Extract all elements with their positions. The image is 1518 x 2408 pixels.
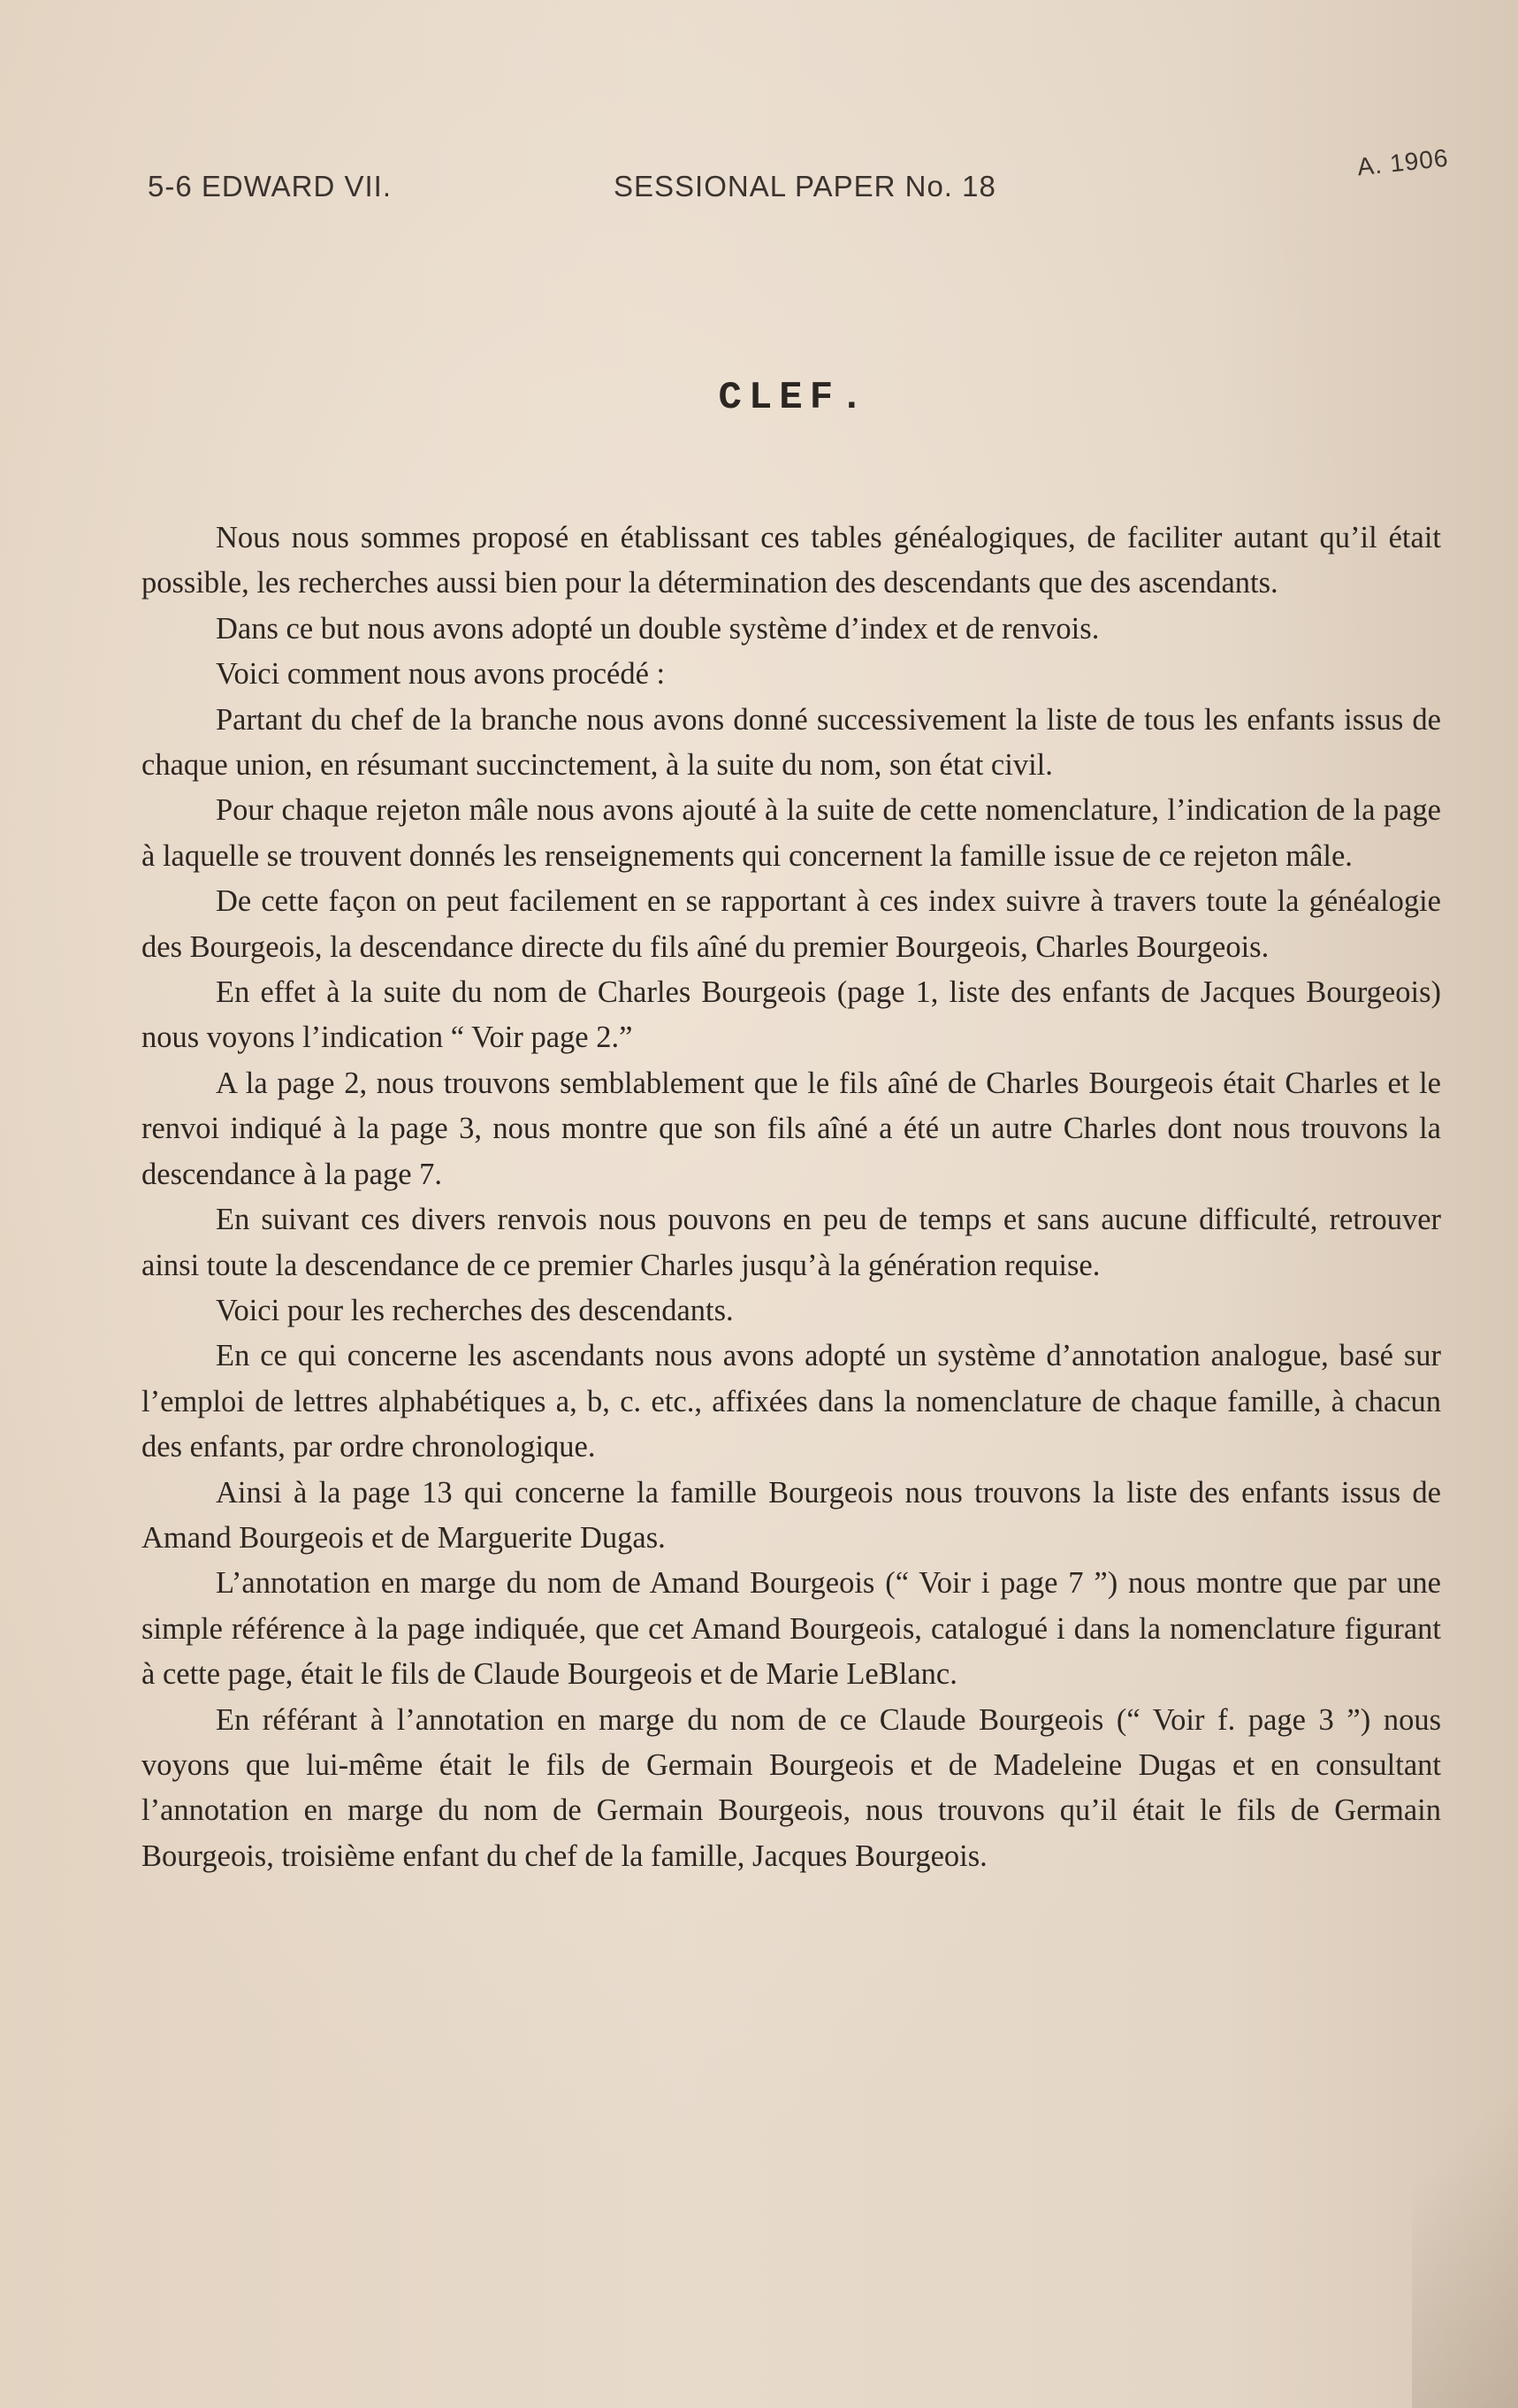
header-volume: 5-6 EDWARD VII. [148,170,392,203]
paragraph: De cette façon on peut facilement en se rapportant à ces index suivre à travers toute la généalogie des Bourgeois, la descendance directe du fils aîné du premier Bourgeois, Charles Bourgeois. [141,884,1441,964]
paragraph: En effet à la suite du nom de Charles Bourgeois (page 1, liste des enfants de Jacques Bourgeois) nous voyons l’indication “ Voir page 2.” [141,975,1441,1055]
paragraph: Voici comment nous avons procédé : [216,657,666,692]
paragraph: En référant à l’annotation en marge du nom de ce Claude Bourgeois (“ Voir f. page 3 ”) nous voyons que lui-même était le fils de Germain Bourgeois et de Madeleine Dugas et en consultant l’annotation en marge du nom de Germain Bourgeois, nous trouvons qu’il était le fils de Germain Bourgeois, troisième enfant du chef de la famille, Jacques Bourgeois. [141,1702,1441,1873]
paragraph: L’annotation en marge du nom de Amand Bourgeois (“ Voir i page 7 ”) nous montre que par une simple référence à la page indiquée, que cet Amand Bourgeois, catalogué i dans la nomenclature figurant à cette page, était le fils de Claude Bourgeois et de Marie LeBlanc. [141,1566,1441,1692]
paragraph: Dans ce but nous avons adopté un double système d’index et de renvois. [216,611,1100,646]
header-sessional-paper: SESSIONAL PAPER No. 18 [614,170,996,203]
page-title: CLEF. [718,376,871,420]
paragraph: Partant du chef de la branche nous avons donné successivement la liste de tous les enfants issus de chaque union, en résumant succinctement, à la suite du nom, son état civil. [141,702,1441,783]
paragraph: En ce qui concerne les ascendants nous avons adopté un système d’annotation analogue, basé sur l’emploi de lettres alphabétiques a, b, c. etc., affixées dans la nomenclature de chaque famille, à chacun des enfants, par ordre chronologique. [141,1339,1441,1464]
paragraph: En suivant ces divers renvois nous pouvons en peu de temps et sans aucune difficulté, retrouver ainsi toute la descendance de ce premier Charles jusqu’à la génération requise. [141,1203,1441,1282]
paragraph: A la page 2, nous trouvons semblablement que le fils aîné de Charles Bourgeois était Charles et le renvoi indiqué à la page 3, nous montre que son fils aîné a été un autre Charles dont nous trouvons la descendance à la page 7. [141,1066,1441,1191]
paragraph: Voici pour les recherches des descendants. [216,1293,734,1327]
body-text [141,516,1441,1879]
paragraph: Nous nous sommes proposé en établissant ces tables généalogiques, de faciliter autant qu’il était possible, les recherches aussi bien pour la détermination des descendants que des ascendants. [141,521,1441,600]
header-year: A. 1906 [1355,143,1450,181]
paragraph: Ainsi à la page 13 qui concerne la famille Bourgeois nous trouvons la liste des enfants issus de Amand Bourgeois et de Marguerite Dugas. [141,1475,1441,1555]
paragraph: Pour chaque rejeton mâle nous avons ajouté à la suite de cette nomenclature, l’indication de la page à laquelle se trouvent donnés les renseignements qui concernent la famille issue de ce rejeton mâle. [141,793,1441,873]
page-edge-shadow [1412,1966,1518,2408]
